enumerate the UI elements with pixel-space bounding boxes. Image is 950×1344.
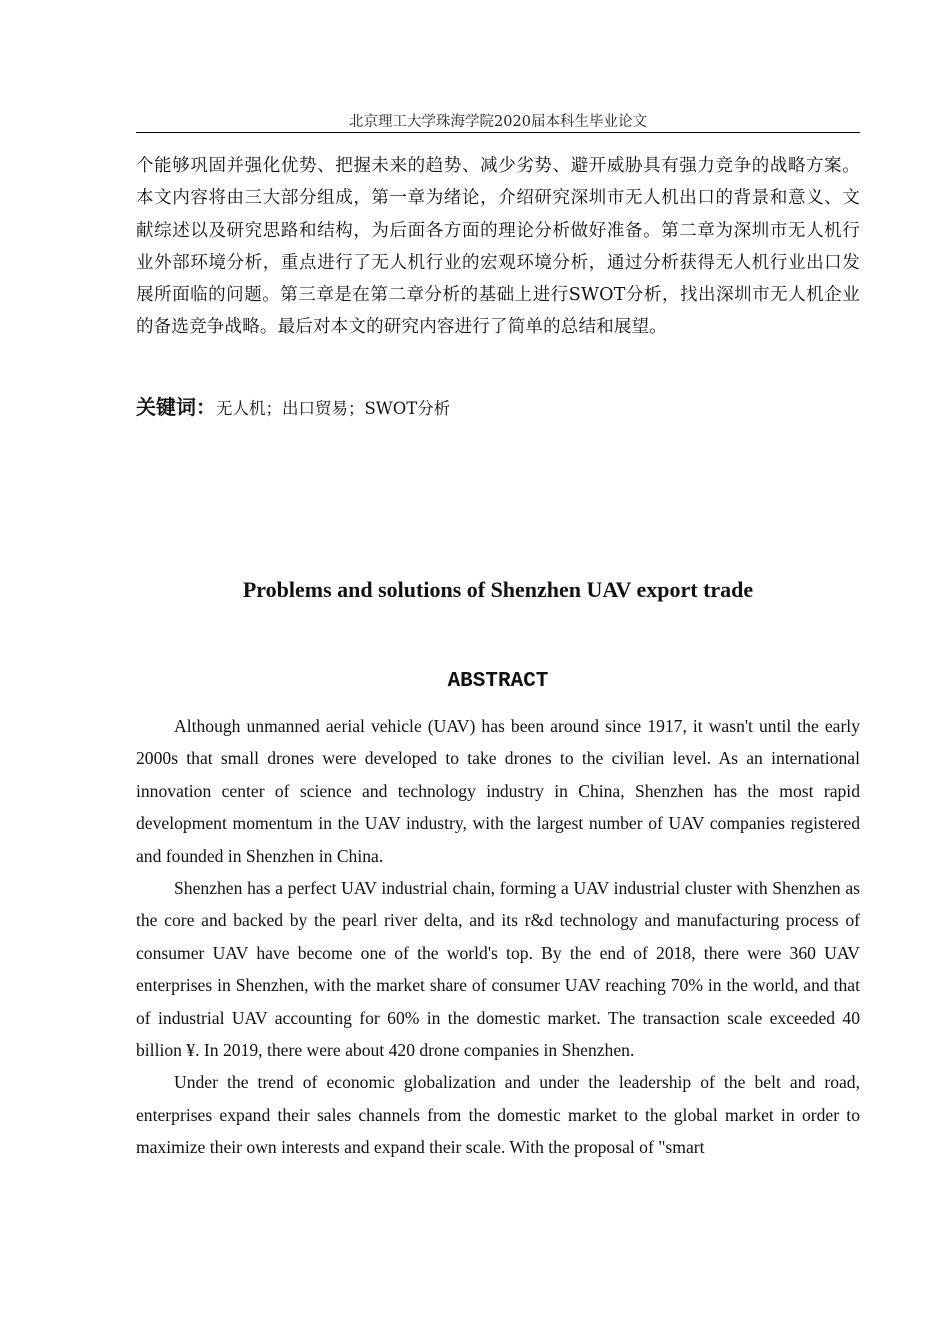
keywords-value: 无人机；出口贸易；SWOT分析	[216, 399, 451, 418]
abstract-heading: ABSTRACT	[447, 670, 549, 693]
keywords-label: 关键词：	[136, 395, 216, 419]
abstract-paragraph: Although unmanned aerial vehicle (UAV) has been around since 1917, it wasn't until the early 2000s that small drones were developed to take drones to the civilian level. As an international innovation center of science and technology industry in China, Shenzhen has the most rapid development momentum in the UAV industry, with the largest number of UAV companies registered and founded in Shenzhen in China.	[136, 716, 860, 866]
header-divider	[136, 132, 860, 133]
chinese-abstract-paragraph: 个能够巩固并强化优势、把握未来的趋势、减少劣势、避开威胁具有强力竞争的战略方案。本文内容将由三大部分组成，第一章为绪论，介绍研究深圳市无人机出口的背景和意义、文献综述以及研究思路和结构，为后面各方面的理论分析做好准备。第二章为深圳市无人机行业外部环境分析，重点进行了无人机行业的宏观环境分析，通过分析获得无人机行业出口发展所面临的问题。第三章是在第二章分析的基础上进行SWOT分析，找出深圳市无人机企业的备选竞争战略。最后对本文的研究内容进行了简单的总结和展望。	[136, 156, 860, 338]
abstract-paragraph: Shenzhen has a perfect UAV industrial chain, forming a UAV industrial cluster with Shenzhen as the core and backed by the pearl river delta, and its r&d technology and manufacturing process of consumer UAV have become one of the world's top. By the end of 2018, there were 360 UAV enterprises in Shenzhen, with the market share of consumer UAV reaching 70% in the world, and that of industrial UAV accounting for 60% in the domestic market. The transaction scale exceeded 40 billion ¥. In 2019, there were about 420 drone companies in Shenzhen.	[136, 878, 860, 1061]
abstract-paragraph: Under the trend of economic globalization and under the leadership of the belt and road, enterprises expand their sales channels from the domestic market to the global market in order to maximize their own interests and expand their scale. With the proposal of "smart	[136, 1072, 860, 1158]
english-abstract	[136, 710, 860, 1164]
running-header: 北京理工大学珠海学院2020届本科生毕业论文	[349, 114, 647, 130]
keywords-line	[136, 392, 860, 424]
english-title: Problems and solutions of Shenzhen UAV export trade	[242, 577, 754, 602]
